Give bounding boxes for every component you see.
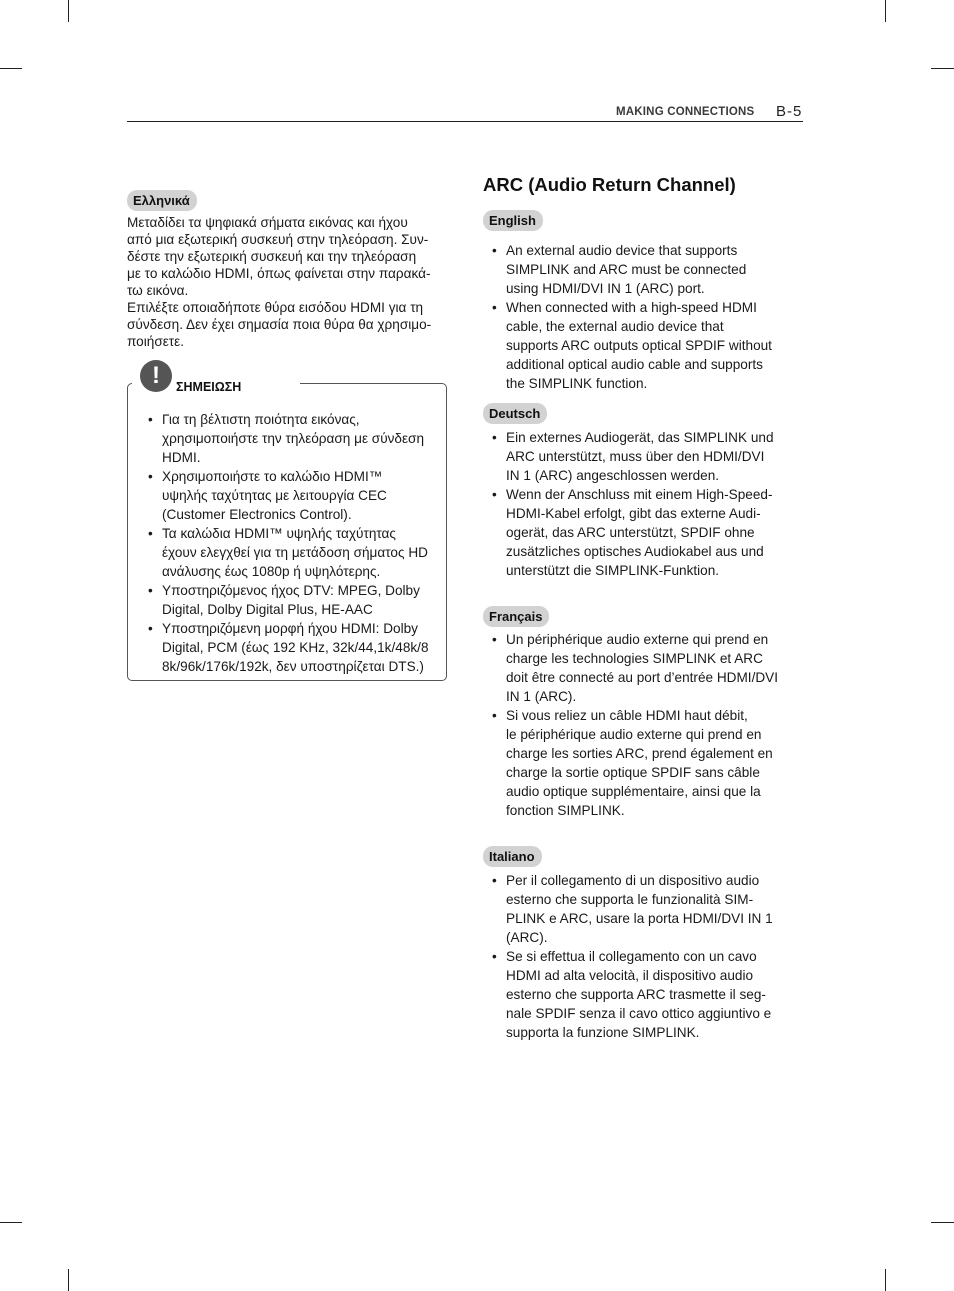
crop-mark [0,1222,22,1223]
list-item-line: υψηλής ταχύτητας με λειτουργία CEC [162,488,387,503]
list-item-line: cable, the external audio device that [506,319,724,334]
list-item [484,706,804,820]
list-item-line: (ARC). [506,930,548,945]
list-item-line: • When connected with a high-speed HDMI [506,300,757,315]
list-item [484,871,804,947]
list-item [140,410,440,467]
page-number: B-5 [776,103,803,120]
list-item [484,630,804,706]
list-item-line: • Per il collegamento di un dispositivo audio [506,873,760,888]
list-item-line: doit être connecté au port d’entrée HDMI/DVI [506,670,779,685]
list-item-line: Digital, Dolby Digital Plus, HE-AAC [162,602,373,617]
list-item-line: • Si vous reliez un câble HDMI haut débit, [506,708,748,723]
crop-mark [68,1269,69,1291]
list-item [484,241,804,298]
list-item-line: SIMPLINK and ARC must be connected [506,262,747,277]
list-item-line: • Υποστηριζόμενος ήχος DTV: MPEG, Dolby [162,583,420,598]
note-list [140,410,440,676]
list-item-line: zusätzliches optisches Audiokabel aus und [506,544,764,559]
list-item-line: esterno che supporta le funzionalità SIM- [506,892,754,907]
greek-paragraph [127,214,452,350]
list-item-line: • Wenn der Anschluss mit einem High-Speed- [506,487,773,502]
list-item [140,619,440,676]
deutsch-list [484,428,804,580]
list-item-line: Digital, PCM (έως 192 KHz, 32k/44,1k/48k/8 [162,640,429,655]
list-item-line: • Ein externes Audiogerät, das SIMPLINK und [506,430,774,445]
list-item-line: • Για τη βέλτιστη ποιότητα εικόνας, [162,412,360,427]
list-item [484,485,804,580]
list-item-line: • Τα καλώδια HDMI™ υψηλής ταχύτητας [162,526,396,541]
list-item-line: ανάλυσης έως 1080p ή υψηλότερης. [162,564,381,579]
list-item [484,428,804,485]
list-item-line: (Customer Electronics Control). [162,507,352,522]
english-list [484,241,804,393]
greek-line: σύνδεση. Δεν έχει σημασία ποια θύρα θα χρησιμο- [127,317,432,332]
list-item-line: charge la sortie optique SPDIF sans câble [506,765,760,780]
greek-line: Μεταδίδει τα ψηφιακά σήματα εικόνας και ήχου [127,215,408,230]
note-label: ΣΗΜΕΙΩΣΗ [176,380,242,394]
crop-mark [68,0,69,22]
list-item-line: • Χρησιμοποιήστε το καλώδιο HDMI™ [162,469,383,484]
list-item [140,467,440,524]
language-badge-francais: Français [483,606,549,627]
greek-line: τω εικόνα. [127,283,189,298]
greek-line: ποιήσετε. [127,334,184,349]
list-item-line: χρησιμοποιήστε την τηλεόραση με σύνδεση [162,431,424,446]
list-item-line: supports ARC outputs optical SPDIF without [506,338,772,353]
list-item [140,524,440,581]
language-badge-deutsch: Deutsch [483,403,547,424]
list-item-line: additional optical audio cable and supports [506,357,763,372]
exclamation-icon: ! [140,360,172,392]
list-item-line: IN 1 (ARC). [506,689,577,704]
greek-line: δέστε την εξωτερική συσκευή και την τηλεόραση [127,249,417,264]
list-item-line: • Υποστηριζόμενη μορφή ήχου HDMI: Dolby [162,621,418,636]
list-item-line: le périphérique audio externe qui prend en [506,727,762,742]
crop-mark [931,68,954,69]
crop-mark [885,1269,886,1291]
list-item-line: esterno che supporta ARC trasmette il seg- [506,987,766,1002]
language-badge-english: English [483,210,543,231]
language-badge-greek: Ελληνικά [127,190,197,211]
list-item-line: • Se si effettua il collegamento con un cavo [506,949,757,964]
list-item-line: 8k/96k/176k/192k, δεν υποστηρίζεται DTS.) [162,659,424,674]
list-item-line: charge les sorties ARC, prend également en [506,746,773,761]
list-item-line: charge les technologies SIMPLINK et ARC [506,651,763,666]
italiano-list [484,871,804,1042]
greek-line: με το καλώδιο HDMI, όπως φαίνεται στην παρακά- [127,266,431,281]
list-item [484,947,804,1042]
list-item-line: • An external audio device that supports [506,243,738,258]
list-item-line: ogerät, das ARC unterstützt, SPDIF ohne [506,525,755,540]
list-item-line: unterstützt die SIMPLINK-Funktion. [506,563,720,578]
header-divider [127,121,803,122]
list-item-line: HDMI. [162,450,201,465]
list-item-line: the SIMPLINK function. [506,376,648,391]
greek-line: Επιλέξτε οποιαδήποτε θύρα εισόδου HDMI για τη [127,300,424,315]
language-badge-italiano: Italiano [483,846,542,867]
section-header: MAKING CONNECTIONS [616,106,755,118]
list-item-line: nale SPDIF senza il cavo ottico aggiuntivo e [506,1006,772,1021]
list-item [484,298,804,393]
list-item-line: HDMI-Kabel erfolgt, gibt das externe Audi- [506,506,761,521]
francais-list [484,630,804,820]
list-item-line: HDMI ad alta velocità, il dispositivo audio [506,968,754,983]
greek-line: από μια εξωτερική συσκευή στην τηλεόραση. Συν- [127,232,429,247]
list-item-line: PLINK e ARC, usare la porta HDMI/DVI IN 1 [506,911,773,926]
page-title: ARC (Audio Return Channel) [483,174,736,195]
crop-mark [885,0,886,22]
list-item-line: supporta la funzione SIMPLINK. [506,1025,700,1040]
list-item-line: • Un périphérique audio externe qui prend en [506,632,769,647]
crop-mark [931,1222,954,1223]
list-item-line: audio optique supplémentaire, ainsi que la [506,784,761,799]
list-item-line: ARC unterstützt, muss über den HDMI/DVI [506,449,765,464]
list-item [140,581,440,619]
crop-mark [0,68,22,69]
list-item-line: fonction SIMPLINK. [506,803,625,818]
list-item-line: using HDMI/DVI IN 1 (ARC) port. [506,281,705,296]
list-item-line: IN 1 (ARC) angeschlossen werden. [506,468,720,483]
list-item-line: έχουν ελεγχθεί για τη μετάδοση σήματος HD [162,545,428,560]
